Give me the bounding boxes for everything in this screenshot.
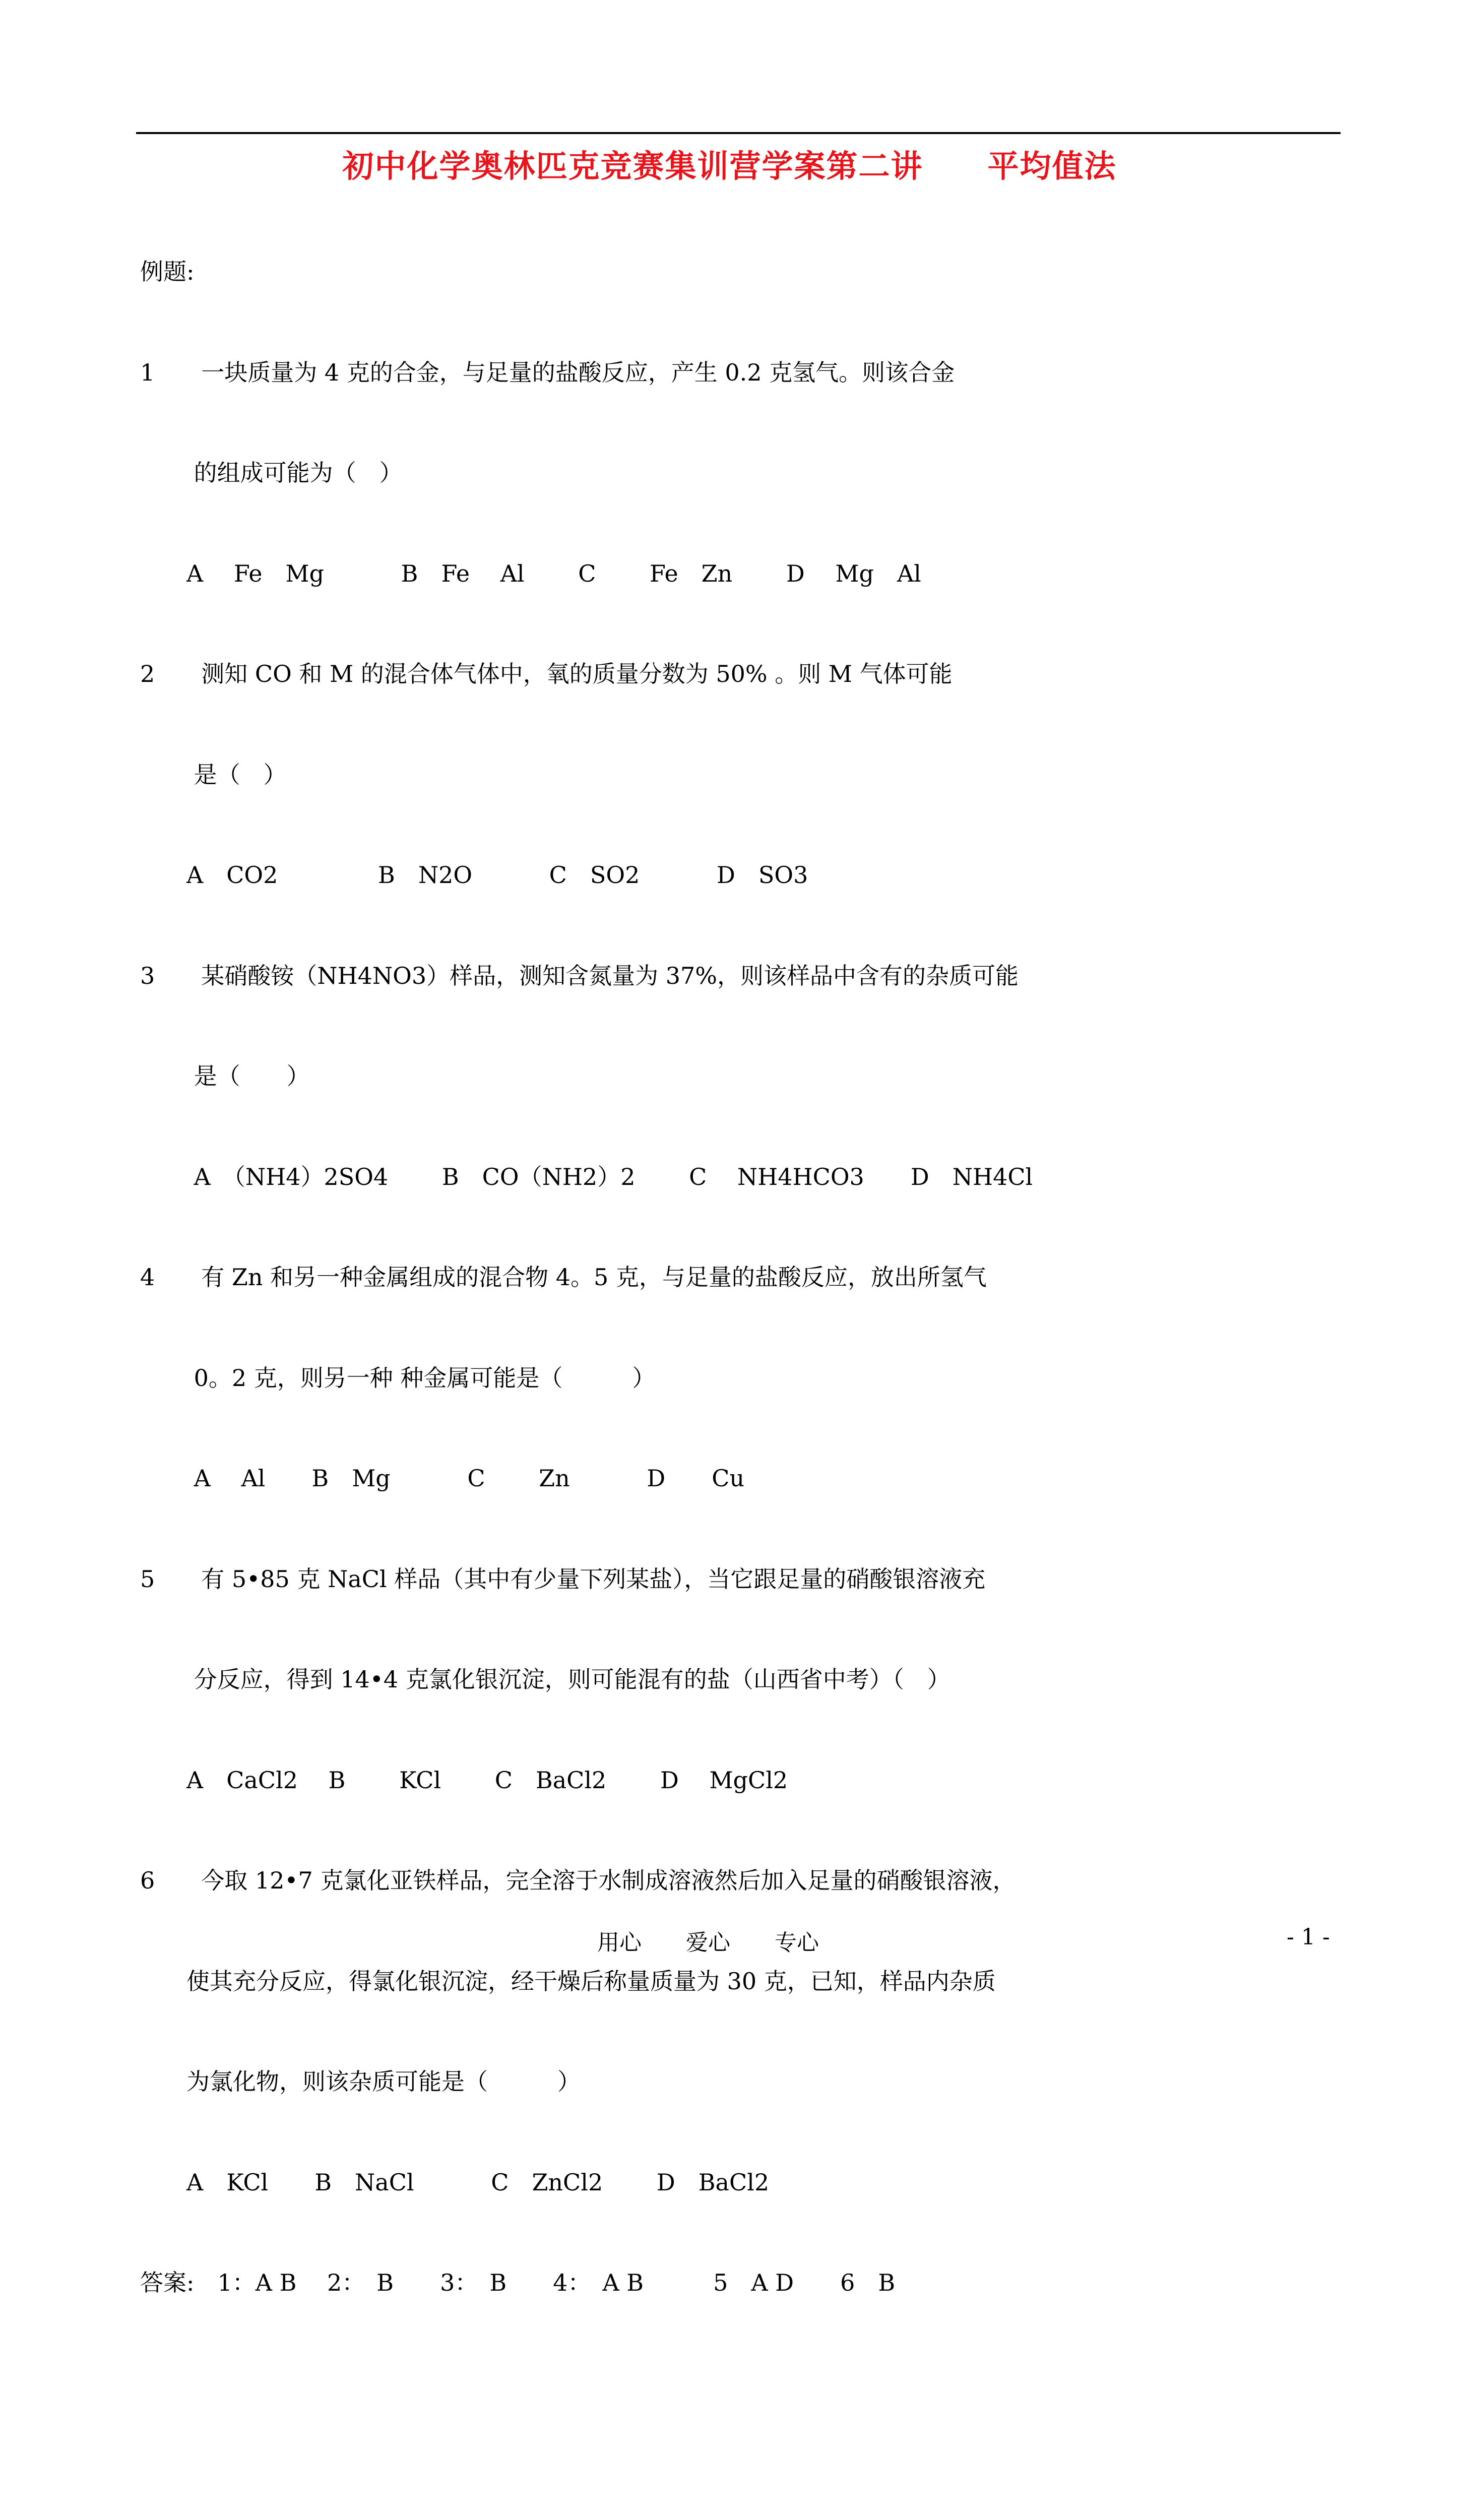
footer-motto: 用心 爱心 专心	[597, 1930, 819, 1956]
example-line: 0。2 克，则另一种 种金属可能是（ ）	[140, 1364, 656, 1392]
example-line: 2 测知 CO 和 M 的混合体气体中，氧的质量分数为 50% 。则 M 气体可能	[140, 660, 953, 687]
examples-heading: 例题:	[140, 258, 195, 285]
example-line: A KCl B NaCl C ZnCl2 D BaCl2	[140, 2168, 770, 2196]
examples-answer: 答案: 1：A B 2： B 3： B 4： A B 5 A D 6 B	[140, 2269, 896, 2296]
example-line: 是（ ）	[140, 761, 287, 788]
document-body	[140, 188, 1360, 2520]
page-number: - 1 -	[1287, 1924, 1330, 1950]
example-line: 3 某硝酸铵（NH4NO3）样品，测知含氮量为 37%，则该样品中含有的杂质可能	[140, 962, 1019, 989]
page-title: 初中化学奥林匹克竞赛集训营学案第二讲 平均值法	[342, 148, 1117, 184]
example-line: A （NH4）2SO4 B CO（NH2）2 C NH4HCO3 D NH4Cl	[140, 1163, 1033, 1190]
example-line: A Fe Mg B Fe Al C Fe Zn D Mg Al	[140, 559, 921, 587]
example-line: 4 有 Zn 和另一种金属组成的混合物 4。5 克，与足量的盐酸反应，放出所氢气	[140, 1264, 987, 1291]
example-line: 6 今取 12•7 克氯化亚铁样品，完全溶于水制成溶液然后加入足量的硝酸银溶液，	[140, 1867, 1016, 1894]
example-line: 5 有 5•85 克 NaCl 样品（其中有少量下列某盐），当它跟足量的硝酸银溶液充	[140, 1565, 986, 1593]
example-line: A CaCl2 B KCl C BaCl2 D MgCl2	[140, 1766, 788, 1794]
page-footer	[0, 1924, 1459, 2027]
example-line: 使其充分反应，得氯化银沉淀，经干燥后称量质量为 30 克，已知，样品内杂质	[140, 1967, 996, 1995]
example-line: A Al B Mg C Zn D Cu	[140, 1465, 745, 1492]
example-line: A CO2 B N2O C SO2 D SO3	[140, 861, 808, 889]
section-spacer	[140, 2400, 1360, 2434]
example-line: 为氯化物，则该杂质可能是（ ）	[140, 2068, 581, 2095]
example-line: 分反应，得到 14•4 克氯化银沉淀，则可能混有的盐（山西省中考）（ ）	[140, 1666, 950, 1693]
header-rule	[136, 132, 1341, 134]
example-line: 是（ ）	[140, 1062, 310, 1090]
example-line: 1 一块质量为 4 克的合金，与足量的盐酸反应，产生 0.2 克氢气。则该合金	[140, 358, 955, 386]
example-line: 的组成可能为（ ）	[140, 459, 403, 486]
